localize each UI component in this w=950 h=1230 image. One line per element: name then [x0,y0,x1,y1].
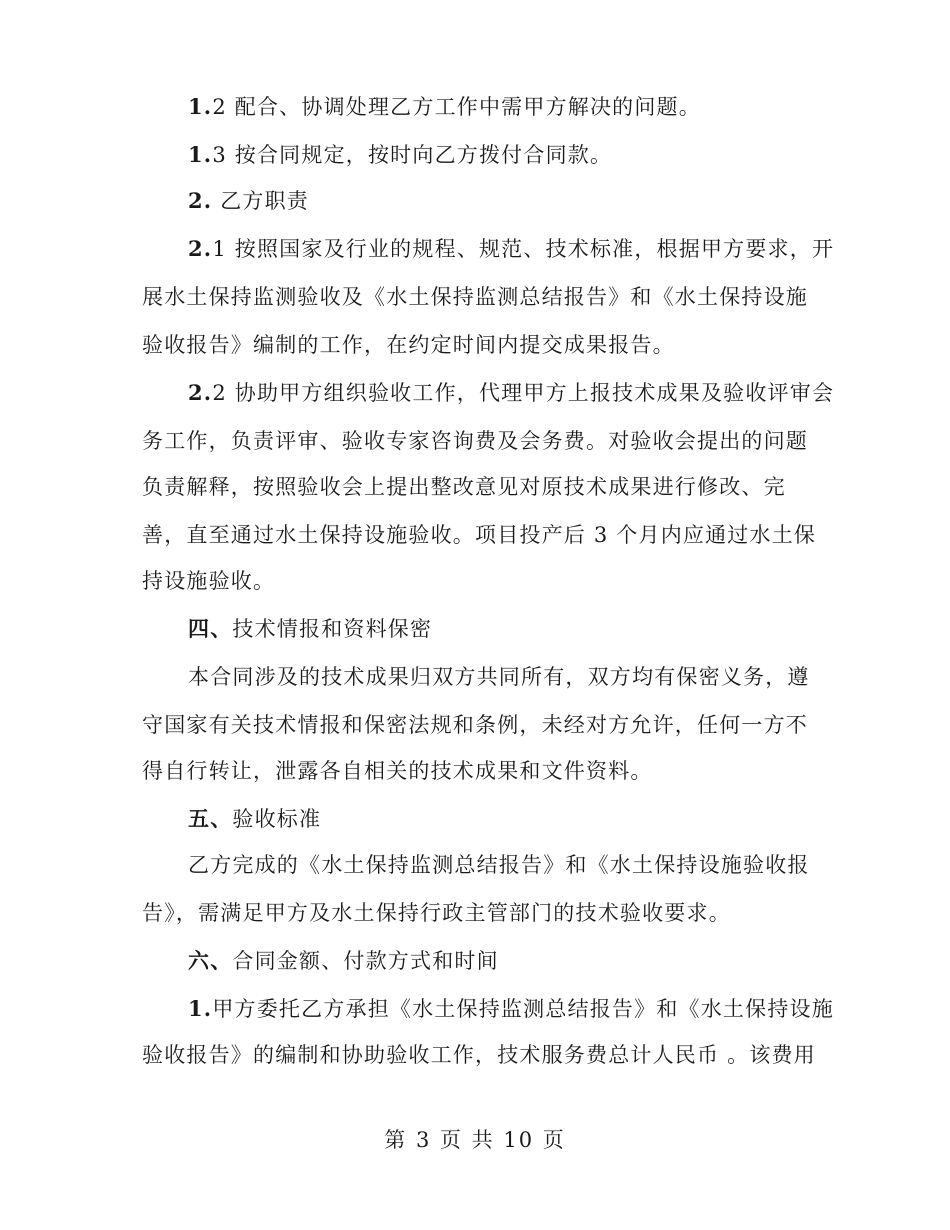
clause-number: 1. [188,996,213,1021]
section-title: 验收标准 [232,807,322,831]
line-text: 守国家有关技术情报和保密法规和条例，未经对方允许，任何一方不 [142,713,808,737]
line-text: 本合同涉及的技术成果归双方共同所有，双方均有保密义务，遵 [188,665,810,689]
paragraph-line [0,426,950,456]
section-title: 技术情报和资料保密 [232,617,433,641]
section-subheading [0,186,950,216]
paragraph-line [0,378,950,408]
section-title: 合同金额、付款方式和时间 [232,949,499,973]
clause-number: 1. [188,94,213,119]
paragraph-line [0,566,950,596]
paragraph-line [0,282,950,312]
line-text: 持设施验收。 [142,569,276,593]
paragraph-line [0,850,950,880]
line-text: 得自行转让，泄露各自相关的技术成果和文件资料。 [142,759,653,783]
section-number: 五、 [188,806,233,831]
line-text: 告》，需满足甲方及水土保持行政主管部门的技术验收要求。 [142,901,731,925]
line-text: 3 按合同规定，按时向乙方拨付合同款。 [212,143,613,167]
paragraph-line [0,520,950,550]
paragraph-line [0,756,950,786]
line-text: 善，直至通过水土保持设施验收。项目投产后 3 个月内应通过水土保 [142,523,817,547]
line-text: 乙方完成的《水土保持监测总结报告》和《水土保持设施验收报 [188,853,810,877]
clause-number: 2. [188,236,213,261]
clause-number: 2. [188,380,213,405]
paragraph-line [0,472,950,502]
line-text: 2 协助甲方组织验收工作，代理甲方上报技术成果及验收评审会 [212,381,835,405]
section-number: 六、 [188,948,233,973]
paragraph-line [0,710,950,740]
line-text: 展水土保持监测验收及《水土保持监测总结报告》和《水土保持设施 [142,285,808,309]
paragraph-line [0,898,950,928]
line-text: 验收报告》的编制和协助验收工作，技术服务费总计人民币 。该费用 [142,1043,816,1067]
paragraph-line [0,994,950,1024]
clause-number: 1. [188,142,213,167]
line-text: 乙方职责 [212,189,310,213]
clause-number: 2. [188,188,213,213]
paragraph-line [0,330,950,360]
line-text: 负责解释，按照验收会上提出整改意见对原技术成果进行修改、完 [142,475,786,499]
line-text: 甲方委托乙方承担《水土保持监测总结报告》和《水土保持设施 [212,997,834,1021]
paragraph-line [0,140,950,170]
paragraph-line [0,234,950,264]
section-number: 四、 [188,616,233,641]
section-heading [0,614,950,644]
section-heading [0,804,950,834]
line-text: 验收报告》编制的工作，在约定时间内提交成果报告。 [142,333,675,357]
line-text: 务工作，负责评审、验收专家咨询费及会务费。对验收会提出的问题 [142,429,808,453]
paragraph-line [0,1040,950,1070]
line-text: 2 配合、协调处理乙方工作中需甲方解决的问题。 [212,95,701,119]
paragraph-line [0,92,950,122]
line-text: 1 按照国家及行业的规程、规范、技术标准，根据甲方要求，开 [212,237,835,261]
page-footer: 第 3 页 共 10 页 [384,1128,566,1152]
paragraph-line [0,662,950,692]
section-heading [0,946,950,976]
